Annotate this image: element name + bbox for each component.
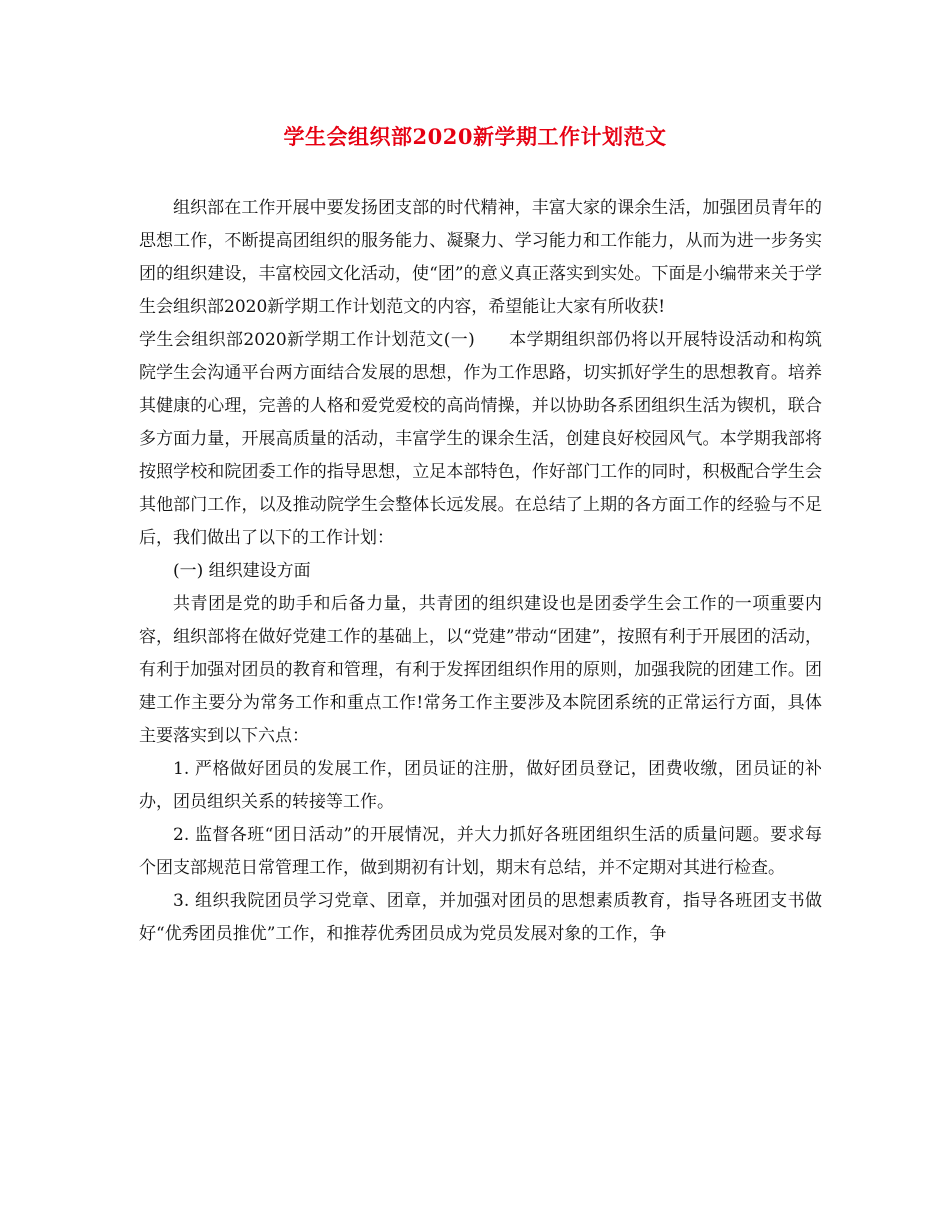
section-heading: (一) 组织建设方面: [173, 561, 311, 581]
article-heading: 学生会组织部2020新学期工作计划范文(一): [139, 330, 475, 350]
article-lead-paragraph: [139, 324, 822, 555]
intro-paragraph: 组织部在工作开展中要发扬团支部的时代精神，丰富大家的课余生活，加强团员青年的思想工作，不断提高团组织的服务能力、凝聚力、学习能力和工作能力，从而为进一步务实团的组织建设，丰富校园文化活动，使“团”的意义真正落实到实处。下面是小编带来关于学生会组织部2020新学期工作计划范文的内容，希望能让大家有所收获!: [139, 198, 822, 317]
article-lead-text: 本学期组织部仍将以开展特设活动和构筑院学生会沟通平台两方面结合发展的思想，作为工作思路，切实抓好学生的思想教育。培养其健康的心理，完善的人格和爱党爱校的高尚情操，并以协助各系团组织生活为锲机，联合多方面力量，开展高质量的活动，丰富学生的课余生活，创建良好校园风气。本学期我部将按照学校和院团委工作的指导思想，立足本部特色，作好部门工作的同时，积极配合学生会其他部门工作，以及推动院学生会整体长远发展。在总结了上期的各方面工作的经验与不足后，我们做出了以下的工作计划：: [139, 330, 822, 548]
document-title: 学生会组织部2020新学期工作计划范文: [283, 124, 667, 149]
list-item: 2. 监督各班“团日活动”的开展情况，并大力抓好各班团组织生活的质量问题。要求每个团支部规范日常管理工作，做到期初有计划，期末有总结，并不定期对其进行检查。: [139, 825, 822, 878]
list-item: 1. 严格做好团员的发展工作，团员证的注册，做好团员登记，团费收缴，团员证的补办，团员组织关系的转接等工作。: [139, 759, 822, 812]
document-body: [139, 192, 822, 951]
list-item: 3. 组织我院团员学习党章、团章，并加强对团员的思想素质教育，指导各班团支书做好“优秀团员推优”工作，和推荐优秀团员成为党员发展对象的工作，争: [139, 891, 822, 944]
section-body-paragraph: 共青团是党的助手和后备力量，共青团的组织建设也是团委学生会工作的一项重要内容，组织部将在做好党建工作的基础上，以“党建”带动“团建”，按照有利于开展团的活动，有利于加强对团员的教育和管理，有利于发挥团组织作用的原则，加强我院的团建工作。团建工作主要分为常务工作和重点工作!常务工作主要涉及本院团系统的正常运行方面，具体主要落实到以下六点：: [139, 594, 822, 746]
